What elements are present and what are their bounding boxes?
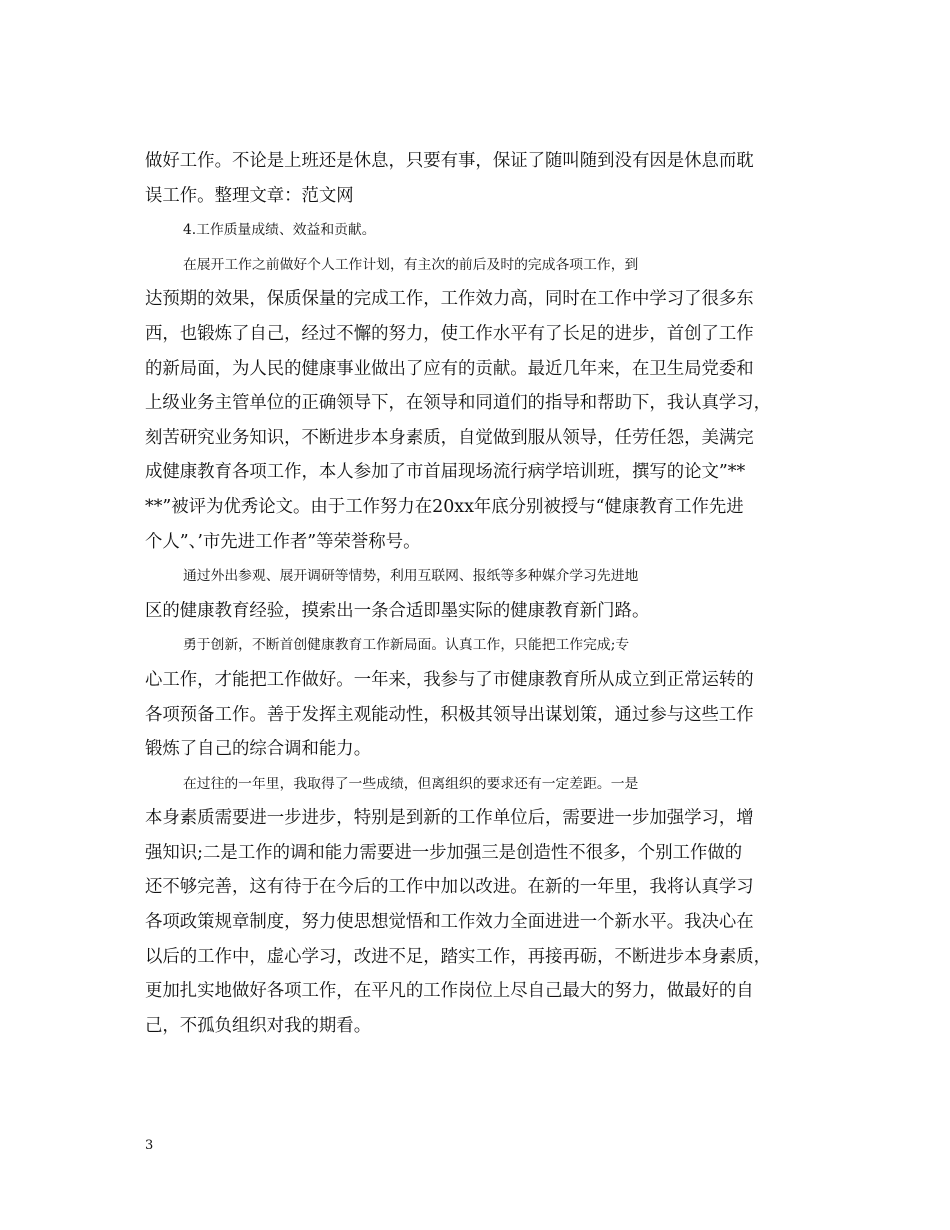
text-line: 在过往的一年里，我取得了一些成绩，但离组织的要求还有一定差距。一是 [183,775,639,792]
text-line: 在展开工作之前做好个人工作计划，有主次的前后及时的完成各项工作，到 [183,256,639,273]
text-line: 做好工作。不论是上班还是休息，只要有事，保证了随叫随到没有因是休息而耽 [145,151,754,171]
text-line: 本身素质需要进一步进步，特别是到新的工作单位后，需要进一步加强学习，增 [145,808,754,829]
text-line: 锻炼了自己的综合调和能力。 [145,739,372,760]
text-line: 各项政策规章制度，努力使思想觉悟和工作效力全面进进一个新水平。我决心在 [145,912,754,933]
document-body [145,148,805,1047]
text-line: 成健康教育各项工作，本人参加了市首届现场流行病学培训班，撰写的论文”** [145,462,746,483]
text-line: 西，也锻炼了自己，经过不懈的努力，使工作水平有了长足的进步，首创了工作 [145,323,754,344]
text-line: 各项预备工作。善于发挥主观能动性，积极其领导出谋划策，通过参与这些工作 [145,704,754,725]
text-line: 更加扎实地做好各项工作，在平凡的工作岗位上尽自己最大的努力，做最好的自 [145,981,754,1002]
text-line: 以后的工作中，虚心学习，改进不足，踏实工作，再接再砺，不断进步本身素质， [145,946,772,967]
text-line: **”被评为优秀论文。由于工作努力在20xx年底分别被授与“健康教育工作先进 [145,496,744,517]
text-line: 上级业务主管单位的正确领导下，在领导和同道们的指导和帮助下，我认真学习， [145,393,772,414]
text-line: 勇于创新，不断首创健康教育工作新局面。认真工作，只能把工作完成;专 [183,637,630,654]
text-line: 还不够完善，这有待于在今后的工作中加以改进。在新的一年里，我将认真学习 [145,877,754,898]
text-line: 强知识;二是工作的调和能力需要进一步加强三是创造性不很多，个别工作做的 [145,842,743,863]
text-line: 通过外出参观、展开调研等情势，利用互联网、报纸等多种媒介学习先进地 [183,568,639,585]
text-line: 个人”、’市先进工作者”等荣誉称号。 [145,531,421,552]
text-line: 误工作。整理文章：范文网 [145,185,354,206]
text-line: 达预期的效果，保质保量的完成工作，工作效力高，同时在工作中学习了很多东 [145,289,754,310]
text-line: 的新局面，为人民的健康事业做出了应有的贡献。最近几年来，在卫生局党委和 [145,358,754,379]
text-line: 4.工作质量成绩、效益和贡献。 [183,222,376,239]
page-number: 3 [145,1138,154,1153]
text-line: 区的健康教育经验，摸索出一条合适即墨实际的健康教育新门路。 [145,600,650,621]
text-line: 心工作，才能把工作做好。一年来，我参与了市健康教育所从成立到正常运转的 [145,669,754,690]
text-line: 己，不孤负组织对我的期看。 [145,1015,372,1036]
text-line: 刻苦研究业务知识，不断进步本身素质，自觉做到服从领导，任劳任怨，美满完 [145,427,754,448]
